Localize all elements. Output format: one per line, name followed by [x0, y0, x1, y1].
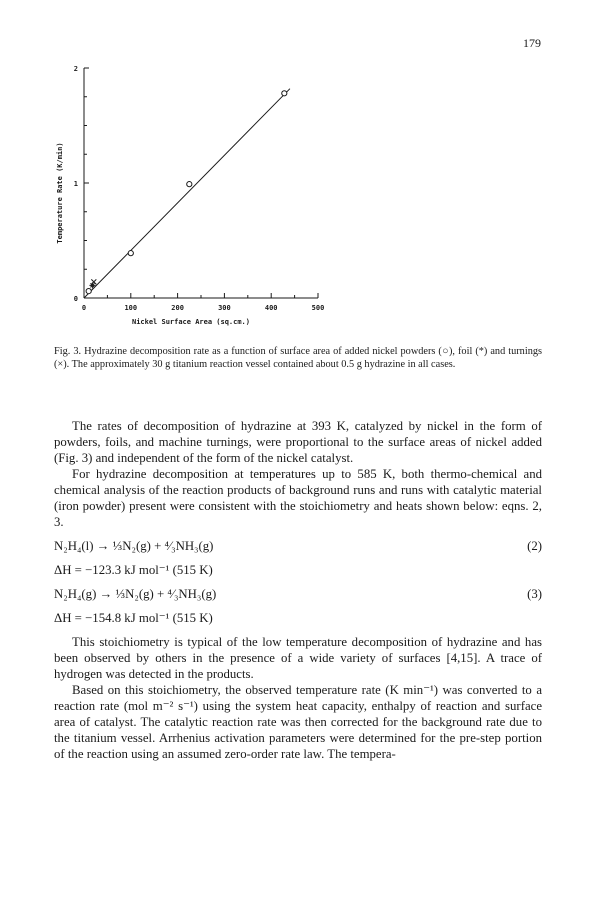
paragraph-4: Based on this stoichiometry, the observed temperature rate (K min⁻¹) was converted to a reaction rate (mol m⁻² s⁻¹) using the system heat capacity, enthalpy of reaction and surface area of catalyst. The catalytic reaction rate was then corrected for the background rate due to the titanium vessel. Arrhenius activation parameters were determined for the pre-step portion of the reaction using an assumed zero-order rate law. The tempera- — [54, 683, 542, 761]
x-tick-label: 200 — [171, 304, 184, 312]
equation-2-number: (2) — [527, 539, 542, 553]
x-tick-label: 0 — [81, 304, 87, 312]
x-tick-label: 400 — [264, 304, 278, 312]
equation-3 — [54, 582, 542, 606]
data-point-powders — [86, 289, 91, 294]
y-tick-label: 2 — [73, 65, 78, 73]
equation-3-number: (3) — [527, 587, 542, 601]
enthalpy-2 — [54, 558, 542, 582]
body-text — [54, 418, 542, 762]
data-point-powders — [128, 251, 133, 256]
equation-2-text: N₂H₄(l) → ⅓N₂(g) + ⁴⁄₃NH₃(g) — [54, 539, 214, 553]
paragraph-2: For hydrazine decomposition at temperatures up to 585 K, both thermo-chemical and chemical analysis of the reaction products of background runs and runs with catalytic material (iron powder) present were consistent with the stoichiometry and heats shown below: eqns. 2, 3. — [54, 467, 542, 529]
data-point-powders — [282, 91, 287, 96]
x-axis-title: Nickel Surface Area (sq.cm.) — [131, 318, 251, 326]
x-tick-label: 500 — [311, 304, 325, 312]
figure-3 — [54, 58, 354, 338]
paragraph-3: This stoichiometry is typical of the low temperature decomposition of hydrazine and has been observed by others in the presence of a wide variety of surfaces [4,15]. A trace of hydrogen was detected in the products. — [54, 635, 542, 681]
data-point-powders — [187, 182, 192, 187]
y-tick-label: 1 — [73, 180, 78, 188]
enthalpy-3 — [54, 606, 542, 630]
enthalpy-2-text: ΔH = −123.3 kJ mol⁻¹ (515 K) — [54, 563, 213, 577]
equation-3-text: N₂H₄(g) → ⅓N₂(g) + ⁴⁄₃NH₃(g) — [54, 587, 217, 601]
y-tick-label: 0 — [73, 295, 78, 303]
x-tick-label: 100 — [124, 304, 138, 312]
fit-line — [84, 89, 290, 298]
figure-caption: Fig. 3. Hydrazine decomposition rate as a function of surface area of added nickel powders (○), foil (*) and turnings (×). The approximately 30 g titanium reaction vessel contained about 0.5 g hydrazine in all cases. — [54, 346, 542, 371]
enthalpy-3-text: ΔH = −154.8 kJ mol⁻¹ (515 K) — [54, 611, 213, 625]
equation-2 — [54, 534, 542, 558]
paragraph-1: The rates of decomposition of hydrazine at 393 K, catalyzed by nickel in the form of powders, foils, and machine turnings, were proportional to the surface areas of nickel added (Fig. 3) and independent of the form of the nickel catalyst. — [54, 419, 542, 465]
page-number: 179 — [523, 36, 541, 50]
scatter-chart — [54, 58, 354, 338]
y-axis-title: Temperature Rate (K/min) — [56, 142, 64, 244]
x-tick-label: 300 — [218, 304, 231, 312]
